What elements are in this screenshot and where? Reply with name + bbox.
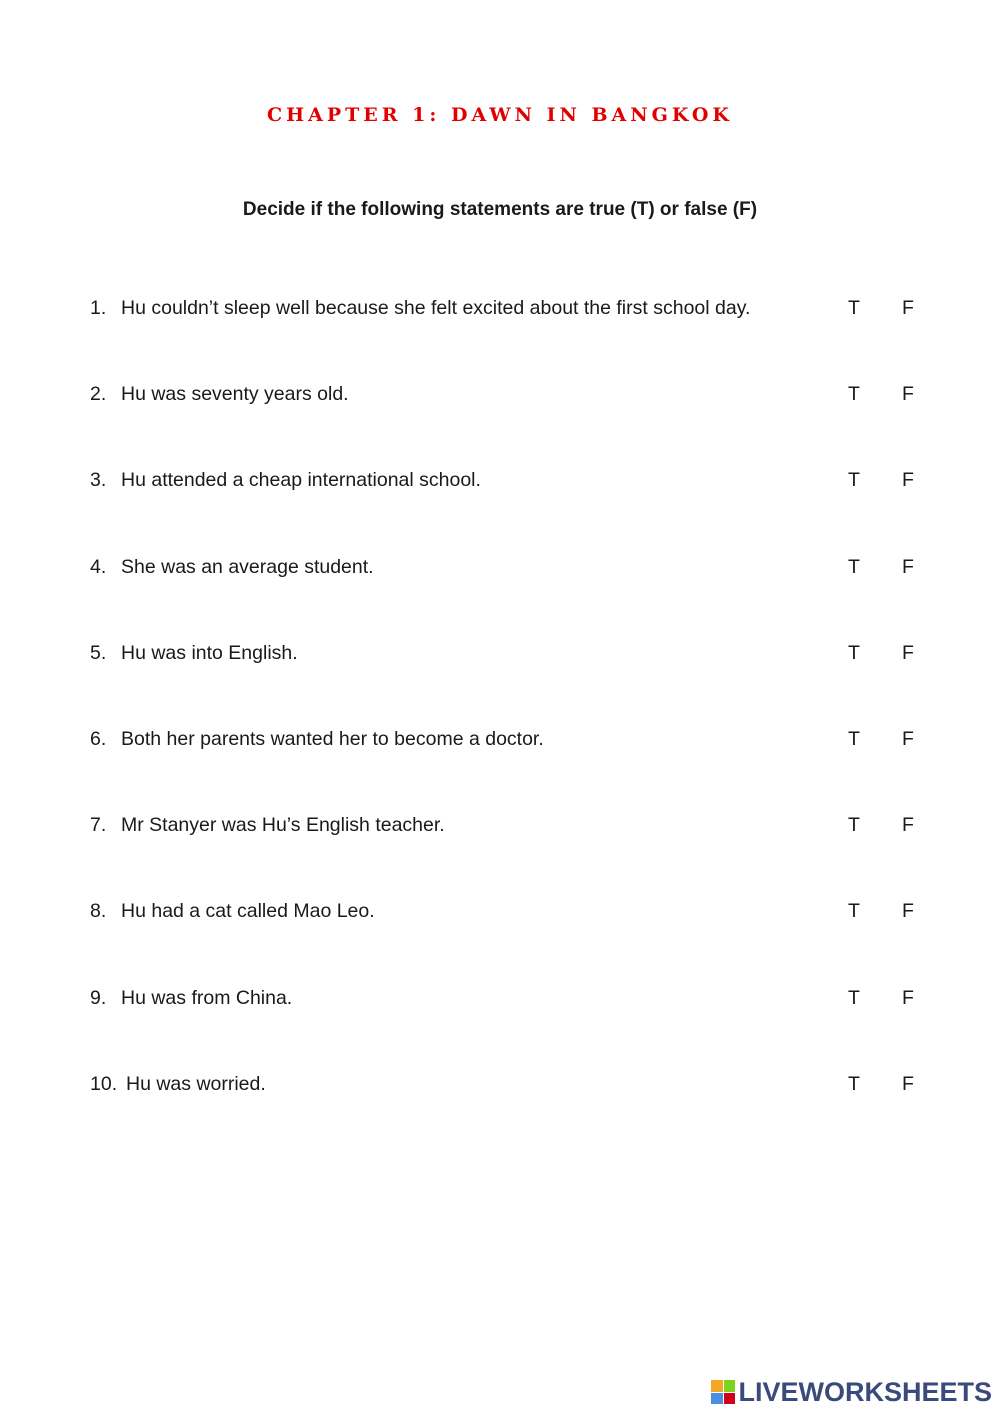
- true-option[interactable]: T: [848, 555, 860, 578]
- true-option[interactable]: T: [848, 1072, 860, 1095]
- liveworksheets-logo-text: LIVEWORKSHEETS: [738, 1377, 992, 1407]
- false-option[interactable]: F: [902, 297, 914, 319]
- question-text: Hu was from China.: [121, 986, 293, 1009]
- question-item: [90, 294, 950, 380]
- question-item: [90, 811, 950, 897]
- logo-square: [724, 1380, 736, 1392]
- question-item: [90, 897, 950, 983]
- question-number: 3.: [90, 469, 107, 492]
- true-option[interactable]: T: [848, 383, 860, 406]
- true-option[interactable]: T: [848, 641, 860, 664]
- false-option[interactable]: F: [902, 641, 914, 664]
- question-text: Hu had a cat called Mao Leo.: [121, 900, 375, 923]
- question-text: Hu attended a cheap international school.: [121, 469, 481, 492]
- question-item: [90, 380, 950, 466]
- instructions: Decide if the following statements are true (T) or false (F): [242, 199, 758, 220]
- false-option[interactable]: F: [902, 900, 914, 923]
- question-item: [90, 1070, 950, 1156]
- logo-square: [724, 1393, 736, 1405]
- true-option[interactable]: T: [848, 986, 860, 1009]
- logo-square: [711, 1393, 723, 1405]
- question-number: 7.: [90, 814, 107, 837]
- false-option[interactable]: F: [902, 383, 914, 406]
- true-option[interactable]: T: [848, 900, 860, 923]
- false-option[interactable]: F: [902, 469, 914, 492]
- question-text: Both her parents wanted her to become a doctor.: [121, 727, 544, 750]
- true-option[interactable]: T: [848, 814, 860, 837]
- question-text: Hu couldn’t sleep well because she felt excited about the first school day.: [121, 297, 751, 319]
- true-option[interactable]: T: [848, 469, 860, 492]
- question-item: [90, 466, 950, 552]
- question-item: [90, 639, 950, 725]
- liveworksheets-watermark: [711, 1377, 992, 1407]
- question-number: 10.: [90, 1072, 118, 1095]
- question-number: 1.: [90, 297, 107, 319]
- question-item: [90, 553, 950, 639]
- liveworksheets-logo-icon: [711, 1380, 735, 1404]
- question-list: [90, 294, 950, 1156]
- question-text: She was an average student.: [121, 555, 374, 578]
- false-option[interactable]: F: [902, 555, 914, 578]
- false-option[interactable]: F: [902, 727, 914, 750]
- question-item: [90, 984, 950, 1070]
- question-number: 8.: [90, 900, 107, 923]
- false-option[interactable]: F: [902, 814, 914, 837]
- question-text: Hu was worried.: [126, 1072, 266, 1095]
- question-number: 9.: [90, 986, 107, 1009]
- true-option[interactable]: T: [848, 297, 860, 319]
- question-number: 6.: [90, 727, 107, 750]
- question-number: 2.: [90, 383, 107, 406]
- question-text: Hu was seventy years old.: [121, 383, 349, 406]
- question-text: Hu was into English.: [121, 641, 298, 664]
- false-option[interactable]: F: [902, 986, 914, 1009]
- question-number: 4.: [90, 555, 107, 578]
- false-option[interactable]: F: [902, 1072, 914, 1095]
- question-item: [90, 725, 950, 811]
- worksheet-title: CHAPTER 1: DAWN IN BANGKOK: [267, 104, 733, 126]
- true-option[interactable]: T: [848, 727, 860, 750]
- logo-square: [711, 1380, 723, 1392]
- question-number: 5.: [90, 641, 107, 664]
- question-text: Mr Stanyer was Hu’s English teacher.: [121, 814, 445, 837]
